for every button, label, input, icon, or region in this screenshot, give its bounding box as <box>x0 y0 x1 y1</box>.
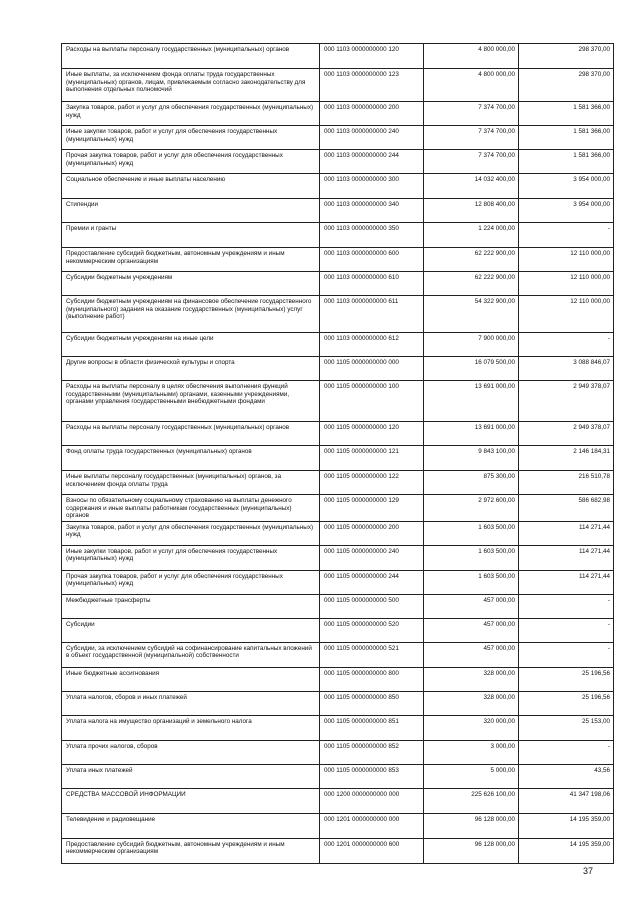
row-name-cell: Премии и гранты <box>62 223 320 248</box>
row-executed-amount-cell: - <box>519 740 614 764</box>
row-code-cell: 000 1105 0000000000 121 <box>320 446 424 471</box>
table-row <box>62 357 614 381</box>
row-approved-amount-cell: 225 626 100,00 <box>424 788 519 813</box>
row-approved-amount-cell: 1 603 500,00 <box>424 570 519 594</box>
row-executed-amount-cell: 586 682,98 <box>519 495 614 522</box>
table-body <box>62 44 614 864</box>
row-code-cell: 000 1103 0000000000 123 <box>320 69 424 102</box>
table-row <box>62 813 614 838</box>
row-approved-amount-cell: 96 128 000,00 <box>424 838 519 863</box>
row-name-cell: Расходы на выплаты персоналу в целях обеспечения выполнения функций государственными (муниципальными) органами, казенными учреждениями, органами управления государственными внебюджетными фондами <box>62 381 320 422</box>
row-approved-amount-cell: 96 128 000,00 <box>424 813 519 838</box>
row-code-cell: 000 1103 0000000000 340 <box>320 199 424 223</box>
table-row <box>62 570 614 594</box>
row-approved-amount-cell: 3 000,00 <box>424 740 519 764</box>
row-executed-amount-cell: 298 370,00 <box>519 69 614 102</box>
table-row <box>62 642 614 667</box>
row-code-cell: 000 1105 0000000000 850 <box>320 691 424 715</box>
row-code-cell: 000 1103 0000000000 200 <box>320 102 424 126</box>
table-row <box>62 102 614 126</box>
row-name-cell: Прочая закупка товаров, работ и услуг для обеспечения государственных (муниципальных) нужд <box>62 570 320 594</box>
table-row <box>62 174 614 199</box>
row-code-cell: 000 1105 0000000000 120 <box>320 422 424 446</box>
row-code-cell: 000 1105 0000000000 244 <box>320 570 424 594</box>
row-approved-amount-cell: 9 843 100,00 <box>424 446 519 471</box>
row-approved-amount-cell: 5 000,00 <box>424 764 519 788</box>
row-name-cell: Прочая закупка товаров, работ и услуг для обеспечения государственных (муниципальных) нужд <box>62 150 320 174</box>
row-executed-amount-cell: 43,56 <box>519 764 614 788</box>
row-name-cell: Субсидии, за исключением субсидий на софинансирование капитальных вложений в объект государственной (муниципальной) собственности <box>62 642 320 667</box>
row-code-cell: 000 1103 0000000000 610 <box>320 272 424 296</box>
table-row <box>62 272 614 296</box>
row-code-cell: 000 1103 0000000000 350 <box>320 223 424 248</box>
row-executed-amount-cell: 14 195 359,00 <box>519 838 614 863</box>
row-code-cell: 000 1105 0000000000 200 <box>320 521 424 545</box>
row-approved-amount-cell: 328 000,00 <box>424 691 519 715</box>
row-executed-amount-cell: 3 954 000,00 <box>519 199 614 223</box>
row-name-cell: Расходы на выплаты персоналу государственных (муниципальных) органов <box>62 422 320 446</box>
row-code-cell: 000 1103 0000000000 612 <box>320 333 424 357</box>
table-row <box>62 150 614 174</box>
row-code-cell: 000 1105 0000000000 852 <box>320 740 424 764</box>
row-code-cell: 000 1105 0000000000 100 <box>320 381 424 422</box>
row-executed-amount-cell: 114 271,44 <box>519 570 614 594</box>
row-executed-amount-cell: 12 110 000,00 <box>519 248 614 272</box>
table-row <box>62 715 614 740</box>
row-code-cell: 000 1103 0000000000 600 <box>320 248 424 272</box>
table-row <box>62 788 614 813</box>
row-approved-amount-cell: 2 972 600,00 <box>424 495 519 522</box>
table-row <box>62 248 614 272</box>
row-executed-amount-cell: 12 110 000,00 <box>519 272 614 296</box>
row-code-cell: 000 1103 0000000000 240 <box>320 126 424 150</box>
row-name-cell: Социальное обеспечение и иные выплаты населению <box>62 174 320 199</box>
table-row <box>62 446 614 471</box>
row-code-cell: 000 1201 0000000000 600 <box>320 838 424 863</box>
row-approved-amount-cell: 328 000,00 <box>424 667 519 691</box>
row-code-cell: 000 1105 0000000000 853 <box>320 764 424 788</box>
row-name-cell: Субсидии бюджетным учреждениям на финансовое обеспечение государственного (муниципального) задания на оказание государственных (муниципальных) услуг (выполнение работ) <box>62 296 320 333</box>
row-executed-amount-cell: - <box>519 223 614 248</box>
table-row <box>62 691 614 715</box>
row-name-cell: Уплата налога на имущество организаций и земельного налога <box>62 715 320 740</box>
row-approved-amount-cell: 12 808 400,00 <box>424 199 519 223</box>
row-approved-amount-cell: 1 603 500,00 <box>424 545 519 570</box>
row-executed-amount-cell: 216 510,78 <box>519 471 614 495</box>
row-name-cell: СРЕДСТВА МАССОВОЙ ИНФОРМАЦИИ <box>62 788 320 813</box>
budget-execution-table <box>61 43 614 864</box>
row-name-cell: Уплата налогов, сборов и иных платежей <box>62 691 320 715</box>
row-executed-amount-cell: - <box>519 594 614 618</box>
table-row <box>62 381 614 422</box>
row-executed-amount-cell: 3 088 846,07 <box>519 357 614 381</box>
row-name-cell: Иные закупки товаров, работ и услуг для обеспечения государственных (муниципальных) нужд <box>62 126 320 150</box>
row-executed-amount-cell: 41 347 198,06 <box>519 788 614 813</box>
row-code-cell: 000 1105 0000000000 500 <box>320 594 424 618</box>
row-code-cell: 000 1105 0000000000 122 <box>320 471 424 495</box>
table-row <box>62 740 614 764</box>
row-executed-amount-cell: 2 146 184,31 <box>519 446 614 471</box>
row-approved-amount-cell: 875 300,00 <box>424 471 519 495</box>
row-approved-amount-cell: 1 224 000,00 <box>424 223 519 248</box>
table-row <box>62 545 614 570</box>
table-row <box>62 296 614 333</box>
row-code-cell: 000 1105 0000000000 851 <box>320 715 424 740</box>
row-approved-amount-cell: 62 222 900,00 <box>424 272 519 296</box>
row-approved-amount-cell: 7 374 700,00 <box>424 150 519 174</box>
row-approved-amount-cell: 4 800 000,00 <box>424 44 519 69</box>
row-name-cell: Предоставление субсидий бюджетным, автономным учреждениям и иным некоммерческим организациям <box>62 838 320 863</box>
row-approved-amount-cell: 7 374 700,00 <box>424 102 519 126</box>
row-name-cell: Иные выплаты персоналу государственных (муниципальных) органов, за исключением фонда оплаты труда <box>62 471 320 495</box>
row-executed-amount-cell: 1 581 366,00 <box>519 102 614 126</box>
table-row <box>62 126 614 150</box>
row-executed-amount-cell: 2 949 378,07 <box>519 422 614 446</box>
row-approved-amount-cell: 7 374 700,00 <box>424 126 519 150</box>
row-executed-amount-cell: 114 271,44 <box>519 545 614 570</box>
table-row <box>62 521 614 545</box>
table-row <box>62 69 614 102</box>
row-executed-amount-cell: 12 110 000,00 <box>519 296 614 333</box>
row-approved-amount-cell: 457 000,00 <box>424 642 519 667</box>
table-row <box>62 764 614 788</box>
row-approved-amount-cell: 4 800 000,00 <box>424 69 519 102</box>
row-code-cell: 000 1103 0000000000 300 <box>320 174 424 199</box>
row-code-cell: 000 1105 0000000000 520 <box>320 618 424 642</box>
row-name-cell: Иные бюджетные ассигнования <box>62 667 320 691</box>
row-approved-amount-cell: 1 603 500,00 <box>424 521 519 545</box>
row-executed-amount-cell: 298 370,00 <box>519 44 614 69</box>
table-row <box>62 495 614 522</box>
row-code-cell: 000 1103 0000000000 244 <box>320 150 424 174</box>
row-approved-amount-cell: 13 691 000,00 <box>424 422 519 446</box>
table-row <box>62 471 614 495</box>
row-code-cell: 000 1201 0000000000 000 <box>320 813 424 838</box>
table-row <box>62 618 614 642</box>
table-row <box>62 667 614 691</box>
row-name-cell: Закупка товаров, работ и услуг для обеспечения государственных (муниципальных) нужд <box>62 521 320 545</box>
row-approved-amount-cell: 62 222 900,00 <box>424 248 519 272</box>
row-approved-amount-cell: 13 691 000,00 <box>424 381 519 422</box>
row-approved-amount-cell: 457 000,00 <box>424 618 519 642</box>
row-name-cell: Субсидии бюджетным учреждениям на иные цели <box>62 333 320 357</box>
row-code-cell: 000 1103 0000000000 611 <box>320 296 424 333</box>
row-approved-amount-cell: 320 000,00 <box>424 715 519 740</box>
row-executed-amount-cell: 2 949 378,07 <box>519 381 614 422</box>
row-code-cell: 000 1200 0000000000 000 <box>320 788 424 813</box>
row-name-cell: Телевидение и радиовещание <box>62 813 320 838</box>
row-code-cell: 000 1105 0000000000 000 <box>320 357 424 381</box>
table-row <box>62 838 614 863</box>
row-name-cell: Иные закупки товаров, работ и услуг для обеспечения государственных (муниципальных) нужд <box>62 545 320 570</box>
row-executed-amount-cell: 1 581 366,00 <box>519 126 614 150</box>
row-approved-amount-cell: 14 032 400,00 <box>424 174 519 199</box>
row-approved-amount-cell: 54 322 900,00 <box>424 296 519 333</box>
row-name-cell: Расходы на выплаты персоналу государственных (муниципальных) органов <box>62 44 320 69</box>
row-executed-amount-cell: 14 195 359,00 <box>519 813 614 838</box>
row-executed-amount-cell: - <box>519 642 614 667</box>
row-executed-amount-cell: 25 196,56 <box>519 691 614 715</box>
row-code-cell: 000 1105 0000000000 129 <box>320 495 424 522</box>
row-executed-amount-cell: 1 581 366,00 <box>519 150 614 174</box>
row-name-cell: Уплата прочих налогов, сборов <box>62 740 320 764</box>
row-name-cell: Другие вопросы в области физической культуры и спорта <box>62 357 320 381</box>
row-approved-amount-cell: 7 900 000,00 <box>424 333 519 357</box>
row-name-cell: Закупка товаров, работ и услуг для обеспечения государственных (муниципальных) нужд <box>62 102 320 126</box>
row-executed-amount-cell: 3 954 000,00 <box>519 174 614 199</box>
table-row <box>62 199 614 223</box>
row-code-cell: 000 1103 0000000000 120 <box>320 44 424 69</box>
row-name-cell: Субсидии <box>62 618 320 642</box>
table-row <box>62 594 614 618</box>
row-name-cell: Межбюджетные трансферты <box>62 594 320 618</box>
row-executed-amount-cell: - <box>519 618 614 642</box>
row-code-cell: 000 1105 0000000000 240 <box>320 545 424 570</box>
row-executed-amount-cell: 25 196,56 <box>519 667 614 691</box>
row-approved-amount-cell: 16 079 500,00 <box>424 357 519 381</box>
table-row <box>62 333 614 357</box>
row-code-cell: 000 1105 0000000000 521 <box>320 642 424 667</box>
row-name-cell: Субсидии бюджетным учреждениям <box>62 272 320 296</box>
row-executed-amount-cell: 114 271,44 <box>519 521 614 545</box>
row-executed-amount-cell: - <box>519 333 614 357</box>
row-name-cell: Взносы по обязательному социальному страхованию на выплаты денежного содержания и иные выплаты работникам государственных (муниципальных) органов <box>62 495 320 522</box>
row-approved-amount-cell: 457 000,00 <box>424 594 519 618</box>
row-name-cell: Предоставление субсидий бюджетным, автономным учреждениям и иным некоммерческим организациям <box>62 248 320 272</box>
table-row <box>62 44 614 69</box>
row-name-cell: Иные выплаты, за исключением фонда оплаты труда государственных (муниципальных) органов, лицам, привлекаемым согласно законодательству для выполнения отдельных полномочий <box>62 69 320 102</box>
row-executed-amount-cell: 25 153,00 <box>519 715 614 740</box>
row-code-cell: 000 1105 0000000000 800 <box>320 667 424 691</box>
table-row <box>62 223 614 248</box>
row-name-cell: Уплата иных платежей <box>62 764 320 788</box>
page-number: 37 <box>583 866 594 876</box>
table-row <box>62 422 614 446</box>
row-name-cell: Стипендии <box>62 199 320 223</box>
row-name-cell: Фонд оплаты труда государственных (муниципальных) органов <box>62 446 320 471</box>
